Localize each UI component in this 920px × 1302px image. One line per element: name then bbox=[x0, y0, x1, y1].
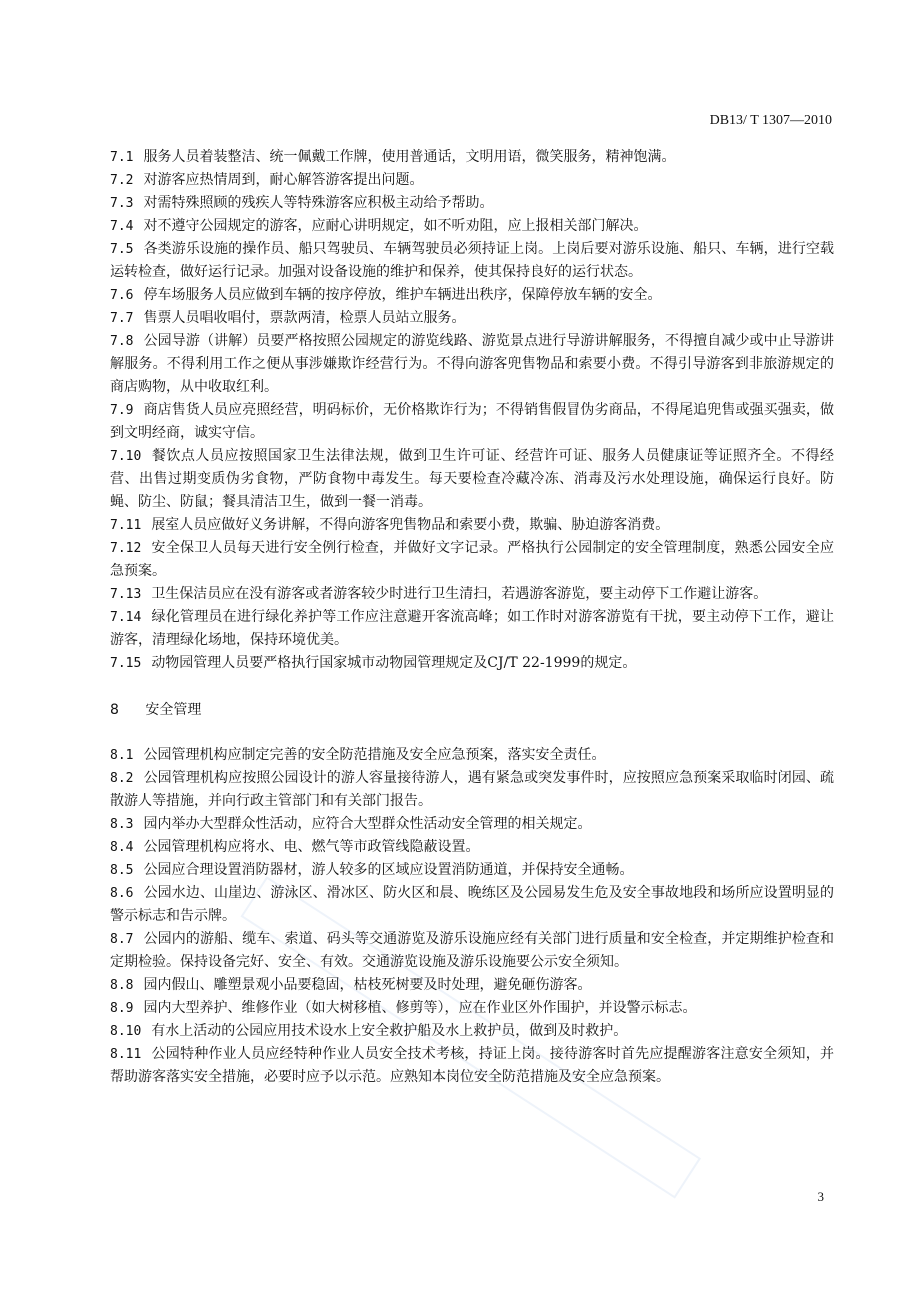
clause-text: 安全保卫人员每天进行安全例行检查，并做好文字记录。严格执行公园制定的安全管理制度，熟悉公园安全应急预案。 bbox=[110, 540, 834, 579]
clause-text: 公园特种作业人员应经特种作业人员安全技术考核，持证上岗。接待游客时首先应提醒游客注意安全须知，并帮助游客落实安全措施，必要时应予以示范。应熟知本岗位安全防范措施及安全应急预案。 bbox=[110, 1046, 834, 1085]
clause-number: 7.11 bbox=[110, 518, 142, 533]
clause-text: 停车场服务人员应做到车辆的按序停放，维护车辆进出秩序，保障停放车辆的安全。 bbox=[143, 287, 662, 303]
clause-number: 7.3 bbox=[110, 196, 134, 211]
clause-text: 公园管理机构应制定完善的安全防范措施及安全应急预案，落实安全责任。 bbox=[143, 747, 606, 763]
clause bbox=[110, 882, 834, 928]
clause-text: 对游客应热情周到，耐心解答游客提出问题。 bbox=[143, 172, 424, 188]
section-8-clauses bbox=[110, 744, 834, 1089]
clause-text: 服务人员着装整洁、统一佩戴工作牌，使用普通话，文明用语，微笑服务，精神饱满。 bbox=[143, 149, 676, 165]
clause-text: 园内大型养护、维修作业（如大树移植、修剪等），应在作业区外作围护，并设警示标志。 bbox=[143, 1000, 697, 1016]
section-title: 安全管理 bbox=[145, 702, 202, 718]
clause-text: 有水上活动的公园应用技术设水上安全救护船及水上救护员，做到及时救护。 bbox=[151, 1023, 628, 1039]
clause bbox=[110, 169, 834, 192]
clause-number: 7.7 bbox=[110, 311, 134, 326]
clause-number: 7.14 bbox=[110, 610, 142, 625]
clause-number: 8.2 bbox=[110, 771, 134, 786]
clause bbox=[110, 238, 834, 284]
clause bbox=[110, 514, 834, 537]
clause-number: 7.12 bbox=[110, 541, 142, 556]
clause-number: 7.13 bbox=[110, 587, 142, 602]
clause-text: 公园内的游船、缆车、索道、码头等交通游览及游乐设施应经有关部门进行质量和安全检查，并定期维护检查和定期检验。保持设备完好、安全、有效。交通游览设施及游乐设施要公示安全须知。 bbox=[110, 931, 834, 970]
clause-number: 8.5 bbox=[110, 863, 134, 878]
clause-number: 8.10 bbox=[110, 1024, 142, 1039]
clause bbox=[110, 744, 834, 767]
clause-text: 售票人员唱收唱付，票款两清，检票人员站立服务。 bbox=[143, 310, 466, 326]
section-heading bbox=[110, 699, 834, 722]
clause bbox=[110, 445, 834, 514]
clause-text: 公园水边、山崖边、游泳区、滑冰区、防火区和晨、晚练区及公园易发生危及安全事故地段和场所应设置明显的警示标志和告示牌。 bbox=[110, 885, 834, 924]
clause-number: 7.1 bbox=[110, 150, 134, 165]
clause bbox=[110, 974, 834, 997]
clause-number: 7.2 bbox=[110, 173, 134, 188]
document-code: DB13/ T 1307—2010 bbox=[709, 113, 832, 128]
clause-text: 餐饮点人员应按照国家卫生法律法规，做到卫生许可证、经营许可证、服务人员健康证等证照齐全。不得经营、出售过期变质伪劣食物，严防食物中毒发生。每天要检查冷藏冷冻、消毒及污水处理设施，确保运行良好。防蝇、防尘、防鼠；餐具清洁卫生，做到一餐一消毒。 bbox=[110, 448, 834, 510]
clause bbox=[110, 606, 834, 652]
page-number: 3 bbox=[817, 1189, 824, 1204]
section-number: 8 bbox=[110, 702, 119, 718]
clause-number: 8.11 bbox=[110, 1047, 142, 1062]
clause-text: 公园导游（讲解）员要严格按照公园规定的游览线路、游览景点进行导游讲解服务，不得擅自减少或中止导游讲解服务。不得利用工作之便从事涉嫌欺诈经营行为。不得向游客兜售物品和索要小费。不得引导游客到非旅游规定的商店购物，从中收取红利。 bbox=[110, 333, 834, 395]
clause-number: 7.10 bbox=[110, 449, 142, 464]
clause bbox=[110, 146, 834, 169]
clause bbox=[110, 330, 834, 399]
clause-text: 卫生保洁员应在没有游客或者游客较少时进行卫生清扫，若遇游客游览，要主动停下工作避让游客。 bbox=[151, 586, 768, 602]
clause-number: 7.5 bbox=[110, 242, 134, 257]
clause-text: 公园管理机构应将水、电、燃气等市政管线隐蔽设置。 bbox=[143, 839, 480, 855]
clause-number: 8.3 bbox=[110, 817, 134, 832]
clause bbox=[110, 215, 834, 238]
clause bbox=[110, 928, 834, 974]
clause bbox=[110, 1043, 834, 1089]
clause bbox=[110, 399, 834, 445]
clause bbox=[110, 284, 834, 307]
clause-number: 7.15 bbox=[110, 656, 142, 671]
clause bbox=[110, 997, 834, 1020]
clause-text: 绿化管理员在进行绿化养护等工作应注意避开客流高峰；如工作时对游客游览有干扰，要主动停下工作，避让游客，清理绿化场地，保持环境优美。 bbox=[110, 609, 834, 648]
clause-text: 园内举办大型群众性活动，应符合大型群众性活动安全管理的相关规定。 bbox=[143, 816, 592, 832]
clause bbox=[110, 836, 834, 859]
clause-number: 8.8 bbox=[110, 978, 134, 993]
document-body bbox=[110, 146, 834, 1089]
clause bbox=[110, 767, 834, 813]
clause-text: 园内假山、雕塑景观小品要稳固，枯枝死树要及时处理，避免砸伤游客。 bbox=[143, 977, 592, 993]
clause-text: 展室人员应做好义务讲解，不得向游客兜售物品和索要小费，欺骗、胁迫游客消费。 bbox=[151, 517, 670, 533]
clause-number: 8.9 bbox=[110, 1001, 134, 1016]
clause bbox=[110, 583, 834, 606]
clause-text: 对需特殊照顾的残疾人等特殊游客应积极主动给予帮助。 bbox=[143, 195, 494, 211]
clause-text: 公园应合理设置消防器材，游人较多的区域应设置消防通道，并保持安全通畅。 bbox=[143, 862, 634, 878]
clause-text: 对不遵守公园规定的游客，应耐心讲明规定，如不听劝阻，应上报相关部门解决。 bbox=[143, 218, 648, 234]
clause-text: 商店售货人员应亮照经营，明码标价，无价格欺诈行为；不得销售假冒伪劣商品，不得尾追兜售或强买强卖，做到文明经商，诚实守信。 bbox=[110, 402, 834, 441]
clause-text: 动物园管理人员要严格执行国家城市动物园管理规定及CJ/T 22-1999的规定。 bbox=[151, 655, 637, 671]
clause bbox=[110, 307, 834, 330]
clause bbox=[110, 859, 834, 882]
clause-number: 7.4 bbox=[110, 219, 134, 234]
clause-text: 各类游乐设施的操作员、船只驾驶员、车辆驾驶员必须持证上岗。上岗后要对游乐设施、船只、车辆，进行空载运转检查，做好运行记录。加强对设备设施的维护和保养，使其保持良好的运行状态。 bbox=[110, 241, 834, 280]
clause bbox=[110, 192, 834, 215]
clause-number: 7.9 bbox=[110, 403, 134, 418]
clause bbox=[110, 1020, 834, 1043]
clause-number: 7.6 bbox=[110, 288, 134, 303]
clause-number: 7.8 bbox=[110, 334, 134, 349]
clause-number: 8.4 bbox=[110, 840, 134, 855]
clause bbox=[110, 813, 834, 836]
clause-number: 8.7 bbox=[110, 932, 134, 947]
clause-text: 公园管理机构应按照公园设计的游人容量接待游人，遇有紧急或突发事件时，应按照应急预案采取临时闭园、疏散游人等措施，并向行政主管部门和有关部门报告。 bbox=[110, 770, 834, 809]
clause bbox=[110, 652, 834, 675]
clause-number: 8.1 bbox=[110, 748, 134, 763]
section-7-clauses bbox=[110, 146, 834, 675]
clause-number: 8.6 bbox=[110, 886, 134, 901]
clause bbox=[110, 537, 834, 583]
